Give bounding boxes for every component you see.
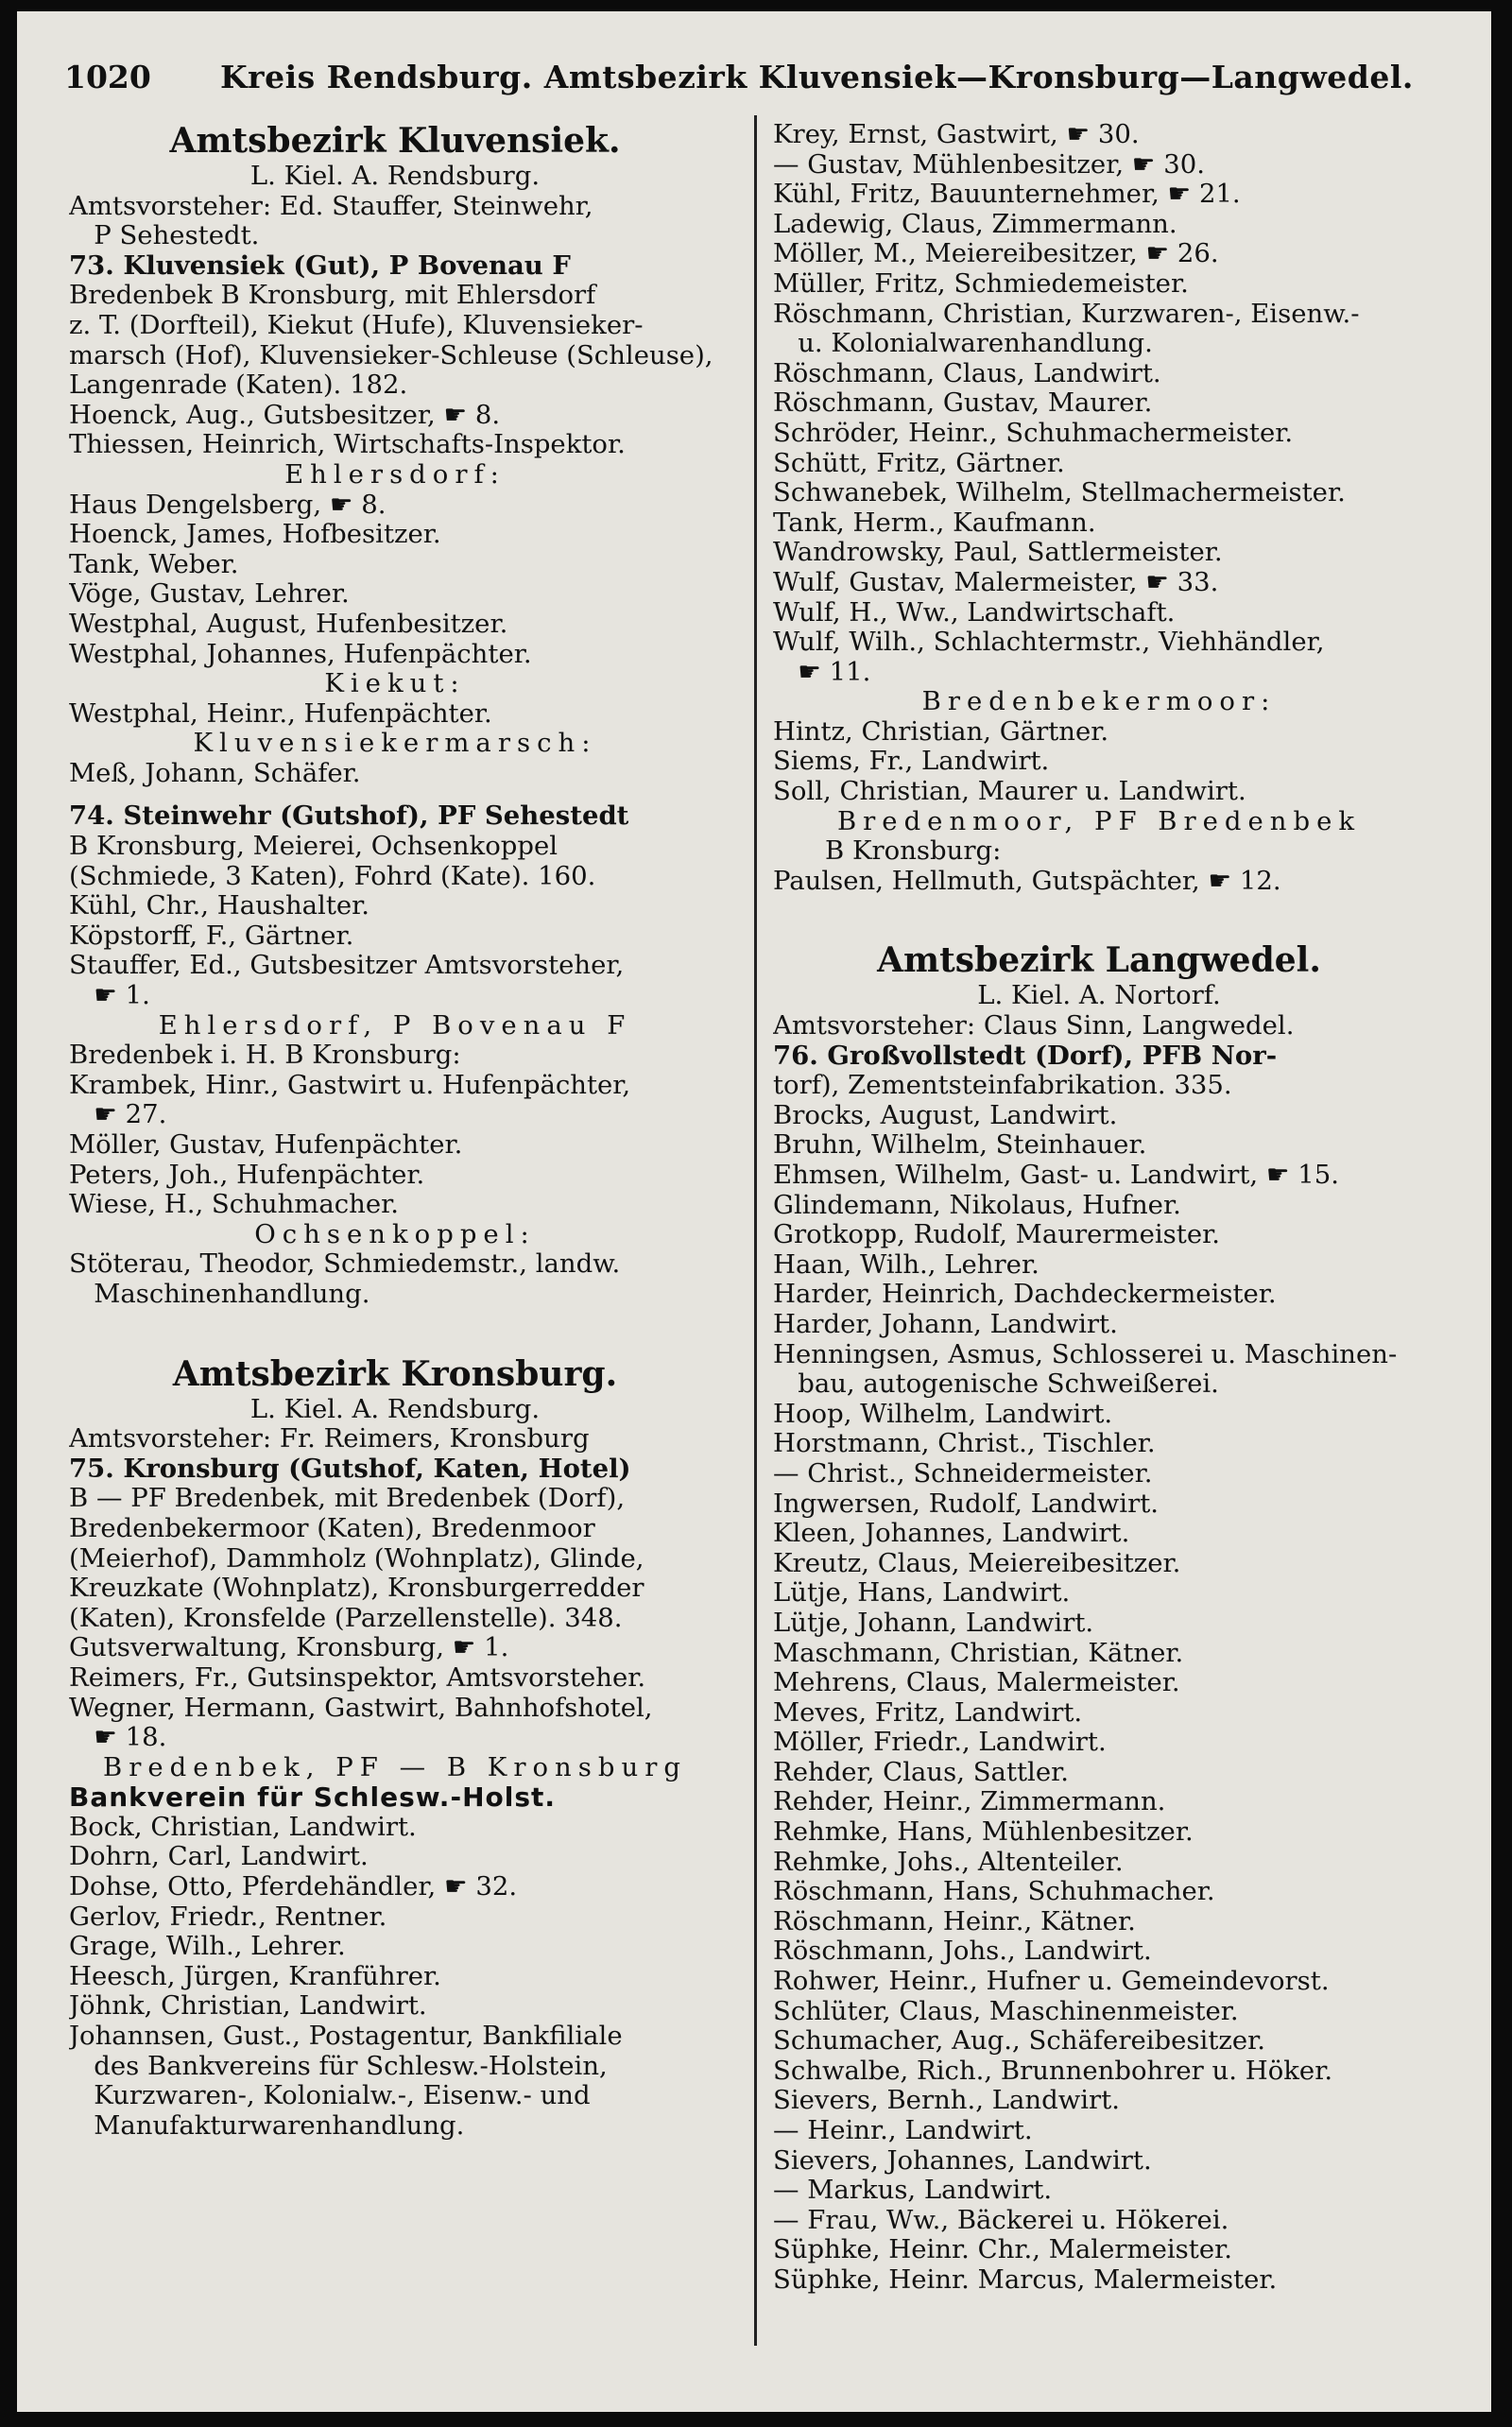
section-sub-kluvensiek: L. Kiel. A. Rendsburg. xyxy=(249,161,541,191)
directory-line: Harder, Heinrich, Dachdeckermeister. xyxy=(773,1280,1277,1310)
right-column xyxy=(773,120,1425,2296)
directory-line: ☛ 11. xyxy=(773,657,871,687)
entries-kronsburg xyxy=(69,1424,721,1753)
entries-ehlersdorf-2 xyxy=(69,1071,721,1220)
column-divider xyxy=(754,115,757,2346)
directory-line: u. Kolonialwarenhandlung. xyxy=(773,329,1153,359)
directory-line: Hintz, Christian, Gärtner. xyxy=(773,716,1109,747)
locality-label-kiekut: Kiekut: xyxy=(324,668,466,699)
directory-line: Kühl, Chr., Haushalter. xyxy=(69,891,370,921)
entries-bredenbek-cont xyxy=(773,120,1425,687)
directory-line: Manufakturwarenhandlung. xyxy=(69,2110,465,2141)
directory-line: — Christ., Schneidermeister. xyxy=(773,1458,1153,1489)
directory-line: Dohse, Otto, Pferdehändler, ☛ 32. xyxy=(69,1872,518,1902)
directory-line: — Markus, Landwirt. xyxy=(773,2176,1053,2206)
directory-line: (Katen), Kronsfelde (Parzellenstelle). 348. xyxy=(69,1603,623,1633)
section-heading-kluvensiek: Amtsbezirk Kluvensiek. xyxy=(169,121,621,161)
directory-line: Tank, Herm., Kaufmann. xyxy=(773,508,1096,538)
entries-ochsenkoppel xyxy=(69,1249,721,1309)
directory-line: (Meierhof), Dammholz (Wohnplatz), Glinde, xyxy=(69,1543,644,1574)
section-heading-kronsburg: Amtsbezirk Kronsburg. xyxy=(172,1353,618,1394)
directory-line: Gutsverwaltung, Kronsburg, ☛ 1. xyxy=(69,1633,509,1663)
directory-line: Rehder, Heinr., Zimmermann. xyxy=(773,1787,1166,1817)
directory-line: Horstmann, Christ., Tischler. xyxy=(773,1429,1156,1459)
directory-line: Harder, Johann, Landwirt. xyxy=(773,1309,1118,1339)
directory-line: Krey, Ernst, Gastwirt, ☛ 30. xyxy=(773,120,1140,149)
bank-advert: Bankverein für Schlesw.-Holst. xyxy=(69,1782,557,1814)
locality-label-kluvensiekermarsch: Kluvensiekermarsch: xyxy=(193,728,597,759)
page-header xyxy=(64,49,1444,106)
directory-line: Tank, Weber. xyxy=(69,549,239,579)
directory-line: Röschmann, Christian, Kurzwaren-, Eisenw.- xyxy=(773,299,1360,329)
directory-line: Haan, Wilh., Lehrer. xyxy=(773,1249,1040,1280)
directory-line: Möller, M., Meiereibesitzer, ☛ 26. xyxy=(773,239,1219,269)
directory-line: Schwalbe, Rich., Brunnenbohrer u. Höker. xyxy=(773,2056,1333,2086)
directory-line: Westphal, Heinr., Hufenpächter. xyxy=(69,698,492,729)
directory-line: 73. Kluvensiek (Gut), P Bovenau F xyxy=(69,250,571,281)
directory-line: Wandrowsky, Paul, Sattlermeister. xyxy=(773,538,1223,568)
entries-kluvensiek xyxy=(69,192,721,460)
directory-line: Hoop, Wilhelm, Landwirt. xyxy=(773,1399,1113,1429)
directory-line: Wulf, Gustav, Malermeister, ☛ 33. xyxy=(773,567,1219,597)
directory-line: Kreutz, Claus, Meiereibesitzer. xyxy=(773,1548,1181,1578)
directory-line: Röschmann, Heinr., Kätner. xyxy=(773,1906,1136,1936)
directory-line: Jöhnk, Christian, Landwirt. xyxy=(69,1991,427,2022)
directory-line: Krambek, Hinr., Gastwirt u. Hufenpächter, xyxy=(69,1070,631,1100)
directory-line: Wegner, Hermann, Gastwirt, Bahnhofshotel, xyxy=(69,1693,653,1723)
directory-line: Röschmann, Johs., Landwirt. xyxy=(773,1936,1152,1967)
locality-label-bredenbekermoor: Bredenbekermoor: xyxy=(921,686,1277,717)
directory-line: Heesch, Jürgen, Kranführer. xyxy=(69,1961,441,1991)
spacer xyxy=(69,788,721,801)
directory-line: Sievers, Bernh., Landwirt. xyxy=(773,2086,1120,2116)
directory-line: Rehder, Claus, Sattler. xyxy=(773,1757,1069,1787)
entries-ehlersdorf xyxy=(69,491,721,670)
directory-line: Müller, Fritz, Schmiedemeister. xyxy=(773,268,1189,299)
entries-steinwehr xyxy=(69,801,721,1010)
locality-label-ehlersdorf-2: Ehlersdorf, P Bovenau F xyxy=(158,1009,632,1041)
directory-line: Siems, Fr., Landwirt. xyxy=(773,747,1050,777)
directory-line: P Sehestedt. xyxy=(69,221,260,251)
locality-label-bredenbek: Bredenbek, PF — B Kronsburg xyxy=(103,1751,687,1782)
directory-line: ☛ 1. xyxy=(69,981,150,1011)
directory-line: Stauffer, Ed., Gutsbesitzer Amtsvorsteher, xyxy=(69,951,625,981)
locality-label-bredenmoor: Bredenmoor, PF Bredenbek xyxy=(836,805,1362,836)
directory-line: bau, autogenische Schweißerei. xyxy=(773,1369,1219,1400)
directory-page xyxy=(17,11,1491,2412)
directory-line: Thiessen, Heinrich, Wirtschafts-Inspektor. xyxy=(69,430,626,460)
directory-line: Schumacher, Aug., Schäfereibesitzer. xyxy=(773,2026,1266,2057)
directory-line: Möller, Gustav, Hufenpächter. xyxy=(69,1130,463,1160)
directory-line: des Bankvereins für Schlesw.-Holstein, xyxy=(69,2051,608,2081)
directory-line: Hoenck, Aug., Gutsbesitzer, ☛ 8. xyxy=(69,400,501,430)
directory-line: Rehmke, Hans, Mühlenbesitzer. xyxy=(773,1817,1194,1848)
entries-bredenbek xyxy=(69,1813,721,2142)
directory-line: Johannsen, Gust., Postagentur, Bankfiliale xyxy=(69,2022,623,2052)
directory-line: Wulf, H., Ww., Landwirtschaft. xyxy=(773,597,1176,628)
directory-line: Mehrens, Claus, Malermeister. xyxy=(773,1668,1180,1698)
locality-label-ehlersdorf-2b: Bredenbek i. H. B Kronsburg: xyxy=(69,1040,461,1071)
directory-line: Gerlov, Friedr., Rentner. xyxy=(69,1902,387,1932)
directory-line: Westphal, Johannes, Hufenpächter. xyxy=(69,639,532,669)
section-sub-langwedel: L. Kiel. A. Nortorf. xyxy=(977,980,1221,1011)
directory-line: Langenrade (Katen). 182. xyxy=(69,370,408,401)
left-column xyxy=(69,120,721,2141)
entries-kiekut xyxy=(69,699,721,730)
directory-line: Bruhn, Wilhelm, Steinhauer. xyxy=(773,1130,1147,1161)
directory-line: B Kronsburg, Meierei, Ochsenkoppel xyxy=(69,832,558,862)
directory-line: Brocks, August, Landwirt. xyxy=(773,1100,1118,1130)
spacer xyxy=(69,1310,721,1353)
directory-line: Schröder, Heinr., Schuhmachermeister. xyxy=(773,418,1294,448)
entries-langwedel xyxy=(773,1011,1425,2296)
entries-bredenbekermoor xyxy=(773,717,1425,807)
directory-line: 74. Steinwehr (Gutshof), PF Sehestedt xyxy=(69,801,629,832)
entries-kluvensiekermarsch xyxy=(69,759,721,789)
directory-line: Schütt, Fritz, Gärtner. xyxy=(773,448,1065,478)
locality-label-ehlersdorf: Ehlersdorf: xyxy=(284,458,506,490)
directory-line: ☛ 18. xyxy=(69,1723,167,1753)
directory-line: torf), Zementsteinfabrikation. 335. xyxy=(773,1071,1232,1101)
running-title: Kreis Rendsburg. Amtsbezirk Kluvensiek—Kronsburg—Langwedel. xyxy=(220,59,1414,95)
directory-line: z. T. (Dorfteil), Kiekut (Hufe), Kluvensieker- xyxy=(69,310,644,340)
directory-line: Maschinenhandlung. xyxy=(69,1279,370,1309)
directory-line: Amtsvorsteher: Claus Sinn, Langwedel. xyxy=(773,1011,1295,1041)
directory-line: Paulsen, Hellmuth, Gutspächter, ☛ 12. xyxy=(773,866,1281,896)
directory-line: Köpstorff, F., Gärtner. xyxy=(69,921,354,951)
directory-line: — Heinr., Landwirt. xyxy=(773,2116,1033,2145)
directory-line: Rohwer, Heinr., Hufner u. Gemeindevorst. xyxy=(773,1967,1330,1997)
directory-line: Röschmann, Hans, Schuhmacher. xyxy=(773,1877,1215,1907)
entries-bredenmoor xyxy=(773,867,1425,897)
directory-line: Dohrn, Carl, Landwirt. xyxy=(69,1842,369,1872)
directory-line: marsch (Hof), Kluvensieker-Schleuse (Schleuse), xyxy=(69,340,713,370)
directory-line: Amtsvorsteher: Fr. Reimers, Kronsburg xyxy=(69,1424,590,1454)
directory-line: Peters, Joh., Hufenpächter. xyxy=(69,1160,425,1190)
spacer xyxy=(773,896,1425,939)
locality-label-bredenmoor-b: B Kronsburg: xyxy=(825,835,1002,867)
directory-line: Ingwersen, Rudolf, Landwirt. xyxy=(773,1489,1160,1519)
section-heading-langwedel: Amtsbezirk Langwedel. xyxy=(877,940,1321,981)
directory-line: Grage, Wilh., Lehrer. xyxy=(69,1932,346,1962)
directory-line: Stöterau, Theodor, Schmiedemstr., landw. xyxy=(69,1249,621,1280)
directory-line: Wiese, H., Schuhmacher. xyxy=(69,1190,400,1220)
directory-line: 75. Kronsburg (Gutshof, Katen, Hotel) xyxy=(69,1454,631,1484)
directory-line: B — PF Bredenbek, mit Bredenbek (Dorf), xyxy=(69,1484,626,1514)
directory-line: Schwanebek, Wilhelm, Stellmachermeister. xyxy=(773,478,1346,508)
directory-line: Kühl, Fritz, Bauunternehmer, ☛ 21. xyxy=(773,180,1241,210)
directory-line: — Gustav, Mühlenbesitzer, ☛ 30. xyxy=(773,149,1205,180)
directory-line: Grotkopp, Rudolf, Maurermeister. xyxy=(773,1220,1220,1250)
directory-line: Bredenbekermoor (Katen), Bredenmoor xyxy=(69,1513,595,1543)
directory-line: Amtsvorsteher: Ed. Stauffer, Steinwehr, xyxy=(69,191,593,221)
directory-line: Vöge, Gustav, Lehrer. xyxy=(69,579,350,610)
directory-line: 76. Großvollstedt (Dorf), PFB Nor- xyxy=(773,1041,1278,1071)
directory-line: — Frau, Ww., Bäckerei u. Hökerei. xyxy=(773,2205,1229,2235)
directory-line: Bredenbek B Kronsburg, mit Ehlersdorf xyxy=(69,281,596,311)
directory-line: Soll, Christian, Maurer u. Landwirt. xyxy=(773,777,1246,807)
directory-line: Maschmann, Christian, Kätner. xyxy=(773,1638,1184,1668)
directory-line: Ehmsen, Wilhelm, Gast- u. Landwirt, ☛ 15. xyxy=(773,1161,1340,1190)
directory-line: Möller, Friedr., Landwirt. xyxy=(773,1728,1107,1758)
directory-line: Ladewig, Claus, Zimmermann. xyxy=(773,209,1177,239)
directory-line: Röschmann, Gustav, Maurer. xyxy=(773,388,1153,419)
directory-line: Henningsen, Asmus, Schlosserei u. Maschinen- xyxy=(773,1339,1398,1369)
directory-line: ☛ 27. xyxy=(69,1100,167,1130)
section-sub-kronsburg: L. Kiel. A. Rendsburg. xyxy=(249,1393,541,1424)
directory-line: Haus Dengelsberg, ☛ 8. xyxy=(69,490,387,520)
directory-line: Kleen, Johannes, Landwirt. xyxy=(773,1519,1130,1549)
page-number: 1020 xyxy=(64,59,151,95)
directory-line: Meves, Fritz, Landwirt. xyxy=(773,1697,1083,1728)
directory-line: (Schmiede, 3 Katen), Fohrd (Kate). 160. xyxy=(69,861,596,891)
directory-line: Bock, Christian, Landwirt. xyxy=(69,1812,417,1842)
directory-line: Röschmann, Claus, Landwirt. xyxy=(773,358,1161,388)
directory-line: Westphal, August, Hufenbesitzer. xyxy=(69,609,508,639)
directory-line: Süphke, Heinr. Chr., Malermeister. xyxy=(773,2235,1232,2265)
directory-line: Kreuzkate (Wohnplatz), Kronsburgerredder xyxy=(69,1574,644,1604)
directory-line: Glindemann, Nikolaus, Hufner. xyxy=(773,1190,1181,1220)
directory-line: Kurzwaren-, Kolonialw.-, Eisenw.- und xyxy=(69,2081,591,2111)
directory-line: Rehmke, Johs., Altenteiler. xyxy=(773,1847,1124,1877)
directory-line: Süphke, Heinr. Marcus, Malermeister. xyxy=(773,2264,1278,2295)
directory-line: Meß, Johann, Schäfer. xyxy=(69,758,361,788)
directory-line: Schlüter, Claus, Maschinenmeister. xyxy=(773,1996,1239,2026)
directory-line: Wulf, Wilh., Schlachtermstr., Viehhändler, xyxy=(773,628,1325,658)
directory-line: Lütje, Hans, Landwirt. xyxy=(773,1578,1071,1609)
directory-line: Reimers, Fr., Gutsinspektor, Amtsvorsteher. xyxy=(69,1662,646,1693)
directory-line: Hoenck, James, Hofbesitzer. xyxy=(69,520,441,550)
directory-line: Lütje, Johann, Landwirt. xyxy=(773,1608,1094,1638)
locality-label-ochsenkoppel: Ochsenkoppel: xyxy=(254,1218,536,1249)
directory-line: Sievers, Johannes, Landwirt. xyxy=(773,2145,1152,2176)
